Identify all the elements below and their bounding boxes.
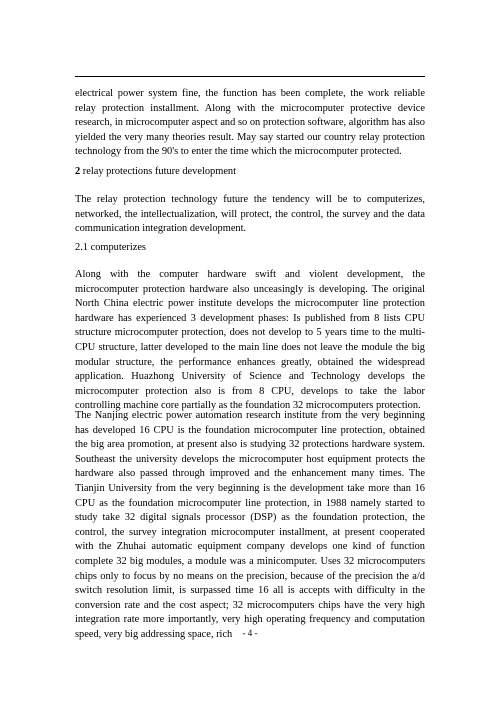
section-title: relay protections future development [80,166,237,177]
paragraph-tendency: The relay protection technology future the tendency will be to computerizes, networked, the intellectualization, will protect, the control, the survey and the data communication integration development. [75,194,425,235]
paragraph-hardware: Along with the computer hardware swift and violent development, the microcomputer protection hardware also unceasingly is developing. The original North China electric power institute develops the microcomputer line protection hardware has experienced 3 development phases: Is published from 8 lists CPU structure microcomputer protection, does not develop to 5 years time to the multi- CPU structure, latter developed to the main line does not leave the module the big modular structure, the performance enhances greatly, obtained the widespread application. Huazhong University of Science and Technology develops the microcomputer protection also is from 8 CPU, develops to take the labor controlling machine core partially as the foundation 32 microcomputers protection. [75,269,425,412]
header-rule [75,76,425,77]
paragraph-intro: electrical power system fine, the function has been complete, the work reliable relay protection installment. Along with the microcomputer protective device research, in microcomputer aspect and so on protection software, algorithm has also yielded the very many theories result. May say started our country relay protection technology from the 90's to enter the time which the microcomputer protected. [75,88,425,158]
paragraph-nanjing: The Nanjing electric power automation research institute from the very beginning has developed 16 CPU is the foundation microcomputer line protection, obtained the big area promotion, at present also is studying 32 protections hardware system. Southeast the university develops the microcomputer host equipment protects the hardware also passed through improved and the enhancement many times. The Tianjin University from the very beginning is the development take more than 16 CPU as the foundation microcomputer line protection, in 1988 namely started to study take 32 digital signals processor (DSP) as the foundation protection, the control, the survey integration microcomputer installment, at present cooperated with the Zhuhai automatic equipment company develops one kind of function complete 32 big modules, a module was a minicomputer. Uses 32 microcomputers chips only to focus by no means on the precision, because of the precision the a/d switch resolution limit, is surpassed time 16 all is accepts with difficulty in the conversion rate and the cost aspect; 32 microcomputers chips have the very high integration rate more importantly, very high operating frequency and computation speed, very big addressing space, rich [75,410,425,640]
section-heading-2 [75,165,236,180]
page-number: - 4 - [242,628,258,638]
subsection-heading-2-1: 2.1 computerizes [75,242,146,253]
section-number: 2 [75,166,81,177]
